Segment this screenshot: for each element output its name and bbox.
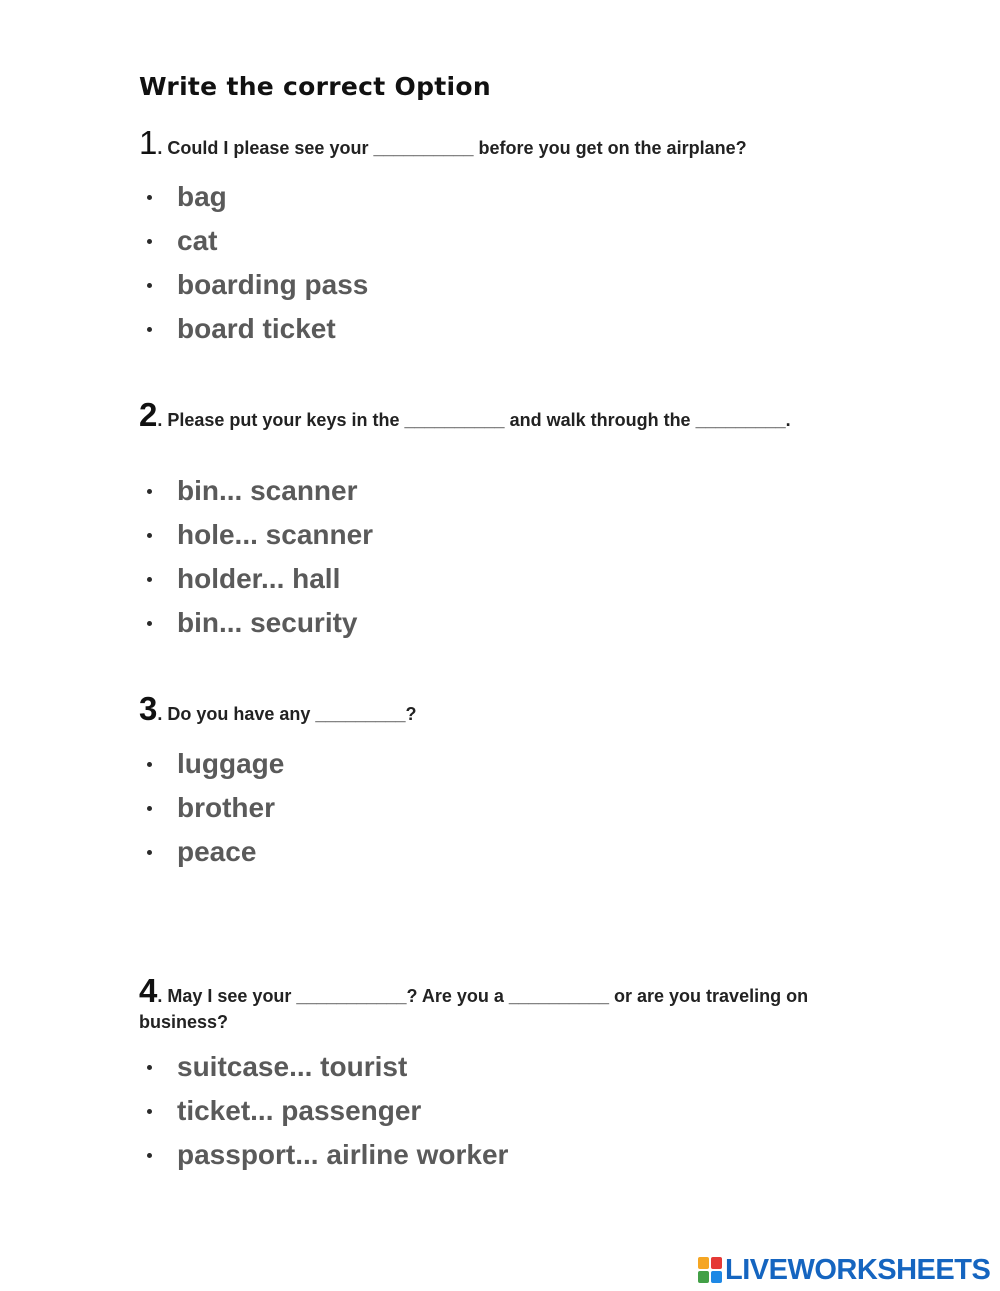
question-text: Please put your keys in the __________ and walk through the _________.	[162, 410, 791, 430]
logo-text: LIVEWORKSHEETS	[725, 1253, 991, 1286]
option-label: ticket... passenger	[177, 1095, 422, 1126]
option-item[interactable]	[140, 786, 284, 830]
option-item[interactable]	[140, 601, 373, 645]
option-item[interactable]	[140, 557, 373, 601]
option-label: brother	[177, 792, 275, 823]
option-item[interactable]	[140, 175, 368, 219]
option-label: board ticket	[177, 313, 336, 344]
bullet-icon	[147, 533, 152, 538]
option-item[interactable]	[140, 830, 284, 874]
options-list-3	[140, 742, 284, 874]
question-text: Could I please see your __________ before you get on the airplane?	[162, 138, 747, 158]
option-item[interactable]	[140, 1133, 508, 1177]
liveworksheets-logo	[698, 1255, 990, 1285]
question-1	[139, 124, 859, 161]
question-number-separator: .	[157, 410, 163, 430]
question-number: 4	[139, 972, 158, 1009]
option-item[interactable]	[140, 742, 284, 786]
bullet-icon	[147, 1153, 152, 1158]
question-2	[139, 396, 859, 433]
option-label: bin... scanner	[177, 475, 358, 506]
option-label: peace	[177, 836, 257, 867]
question-number: 2	[139, 396, 158, 433]
bullet-icon	[147, 621, 152, 626]
question-number-separator: .	[157, 986, 163, 1006]
question-3	[139, 690, 859, 727]
option-label: bin... security	[177, 607, 358, 638]
option-label: boarding pass	[177, 269, 369, 300]
bullet-icon	[147, 327, 152, 332]
option-label: cat	[177, 225, 218, 256]
option-label: holder... hall	[177, 563, 341, 594]
option-item[interactable]	[140, 513, 373, 557]
question-number-separator: .	[157, 138, 163, 158]
option-label: passport... airline worker	[177, 1139, 509, 1170]
bullet-icon	[147, 283, 152, 288]
option-item[interactable]	[140, 1089, 508, 1133]
option-item[interactable]	[140, 219, 368, 263]
liveworksheets-logo-icon	[698, 1257, 722, 1283]
options-list-2	[140, 469, 373, 645]
options-list-4	[140, 1045, 508, 1177]
option-item[interactable]	[140, 1045, 508, 1089]
option-label: bag	[177, 181, 227, 212]
options-list-1	[140, 175, 368, 351]
option-item[interactable]	[140, 307, 368, 351]
question-4	[139, 972, 859, 1035]
bullet-icon	[147, 1065, 152, 1070]
question-number: 3	[139, 690, 158, 727]
bullet-icon	[147, 850, 152, 855]
question-text: May I see your ___________? Are you a __________ or are you traveling on business?	[139, 986, 809, 1032]
bullet-icon	[147, 195, 152, 200]
question-number: 1	[139, 124, 158, 161]
bullet-icon	[147, 239, 152, 244]
question-text: Do you have any _________?	[162, 704, 417, 724]
bullet-icon	[147, 489, 152, 494]
option-item[interactable]	[140, 469, 373, 513]
worksheet-title: Write the correct Option	[139, 72, 491, 101]
option-label: suitcase... tourist	[177, 1051, 408, 1082]
bullet-icon	[147, 806, 152, 811]
bullet-icon	[147, 1109, 152, 1114]
bullet-icon	[147, 762, 152, 767]
question-number-separator: .	[157, 704, 163, 724]
option-label: hole... scanner	[177, 519, 374, 550]
option-label: luggage	[177, 748, 285, 779]
option-item[interactable]	[140, 263, 368, 307]
bullet-icon	[147, 577, 152, 582]
